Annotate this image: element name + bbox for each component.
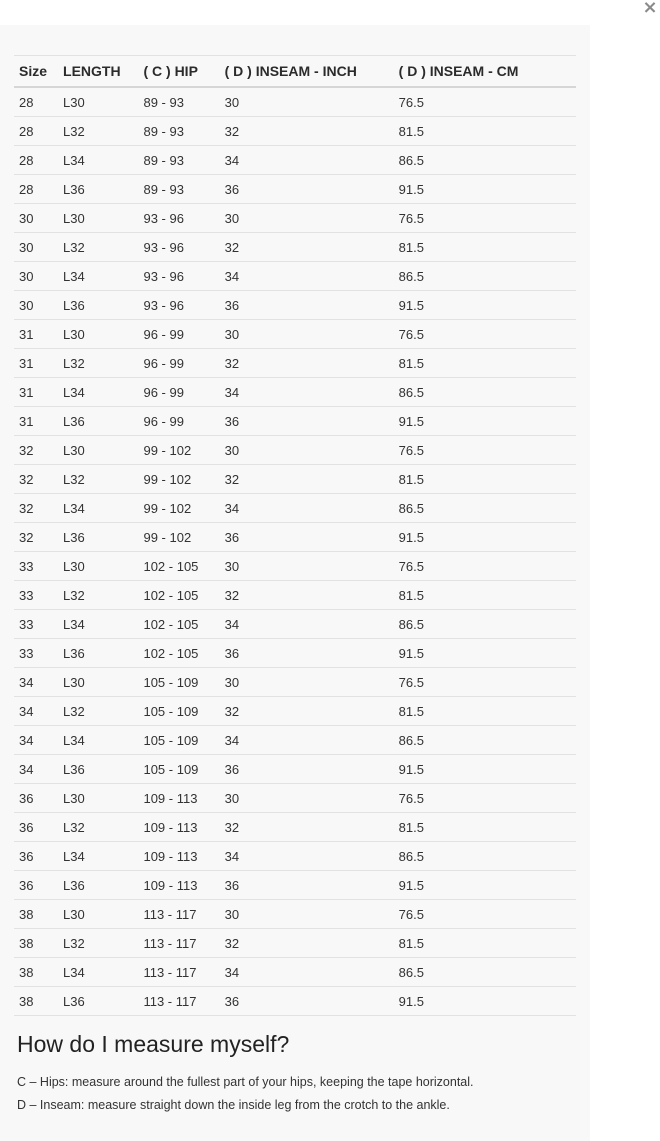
size-cell: 31	[14, 378, 58, 407]
hip-cell: 109 - 113	[138, 784, 219, 813]
inseam-inch-cell: 34	[220, 726, 394, 755]
length-cell: L34	[58, 610, 138, 639]
table-row	[14, 436, 576, 465]
hips-measure-note: C – Hips: measure around the fullest part of your hips, keeping the tape horizontal.	[17, 1075, 474, 1089]
size-cell: 36	[14, 784, 58, 813]
size-cell: 30	[14, 291, 58, 320]
hip-cell: 89 - 93	[138, 117, 219, 146]
size-cell: 34	[14, 697, 58, 726]
size-cell: 33	[14, 639, 58, 668]
inseam-cm-cell: 81.5	[394, 349, 576, 378]
hip-cell: 99 - 102	[138, 494, 219, 523]
size-cell: 28	[14, 87, 58, 117]
table-row	[14, 87, 576, 117]
length-cell: L32	[58, 349, 138, 378]
table-row	[14, 958, 576, 987]
inseam-cm-cell: 86.5	[394, 262, 576, 291]
size-cell: 31	[14, 349, 58, 378]
inseam-inch-cell: 30	[220, 552, 394, 581]
length-cell: L34	[58, 494, 138, 523]
hip-cell: 102 - 105	[138, 610, 219, 639]
hip-cell: 96 - 99	[138, 407, 219, 436]
table-row	[14, 320, 576, 349]
length-cell: L30	[58, 668, 138, 697]
length-cell: L30	[58, 436, 138, 465]
inseam-inch-cell: 36	[220, 175, 394, 204]
size-cell: 33	[14, 581, 58, 610]
hip-cell: 93 - 96	[138, 233, 219, 262]
inseam-inch-cell: 36	[220, 407, 394, 436]
size-cell: 28	[14, 117, 58, 146]
table-row	[14, 726, 576, 755]
inseam-inch-cell: 32	[220, 117, 394, 146]
hip-cell: 96 - 99	[138, 349, 219, 378]
inseam-measure-note: D – Inseam: measure straight down the inside leg from the crotch to the ankle.	[17, 1098, 450, 1112]
inseam-cm-cell: 81.5	[394, 813, 576, 842]
size-cell: 32	[14, 436, 58, 465]
inseam-inch-cell: 34	[220, 610, 394, 639]
size-cell: 34	[14, 755, 58, 784]
inseam-inch-cell: 34	[220, 262, 394, 291]
table-row	[14, 407, 576, 436]
inseam-cm-cell: 81.5	[394, 697, 576, 726]
size-cell: 31	[14, 407, 58, 436]
length-cell: L34	[58, 262, 138, 291]
inseam-inch-cell: 32	[220, 349, 394, 378]
table-row	[14, 175, 576, 204]
inseam-cm-cell: 76.5	[394, 320, 576, 349]
inseam-inch-cell: 34	[220, 378, 394, 407]
inseam-cm-cell: 86.5	[394, 726, 576, 755]
inseam-cm-cell: 76.5	[394, 87, 576, 117]
size-cell: 33	[14, 552, 58, 581]
table-row	[14, 291, 576, 320]
length-cell: L34	[58, 842, 138, 871]
inseam-inch-cell: 34	[220, 958, 394, 987]
inseam-inch-cell: 30	[220, 784, 394, 813]
inseam-inch-cell: 30	[220, 320, 394, 349]
hip-cell: 113 - 117	[138, 958, 219, 987]
size-cell: 36	[14, 813, 58, 842]
hip-cell: 102 - 105	[138, 639, 219, 668]
table-row	[14, 494, 576, 523]
inseam-inch-cell: 30	[220, 204, 394, 233]
size-cell: 30	[14, 204, 58, 233]
hip-cell: 89 - 93	[138, 146, 219, 175]
size-cell: 32	[14, 465, 58, 494]
inseam-cm-cell: 91.5	[394, 291, 576, 320]
table-row	[14, 784, 576, 813]
length-cell: L30	[58, 552, 138, 581]
length-cell: L32	[58, 117, 138, 146]
size-cell: 34	[14, 726, 58, 755]
size-cell: 28	[14, 146, 58, 175]
inseam-cm-cell: 81.5	[394, 233, 576, 262]
inseam-cm-cell: 76.5	[394, 204, 576, 233]
table-row	[14, 871, 576, 900]
inseam-cm-cell: 86.5	[394, 610, 576, 639]
size-cell: 30	[14, 262, 58, 291]
inseam-inch-cell: 32	[220, 233, 394, 262]
table-row	[14, 842, 576, 871]
hip-cell: 96 - 99	[138, 378, 219, 407]
measure-heading: How do I measure myself?	[17, 1031, 290, 1057]
size-cell: 30	[14, 233, 58, 262]
size-cell: 38	[14, 900, 58, 929]
inseam-inch-cell: 30	[220, 436, 394, 465]
length-cell: L32	[58, 697, 138, 726]
length-cell: L30	[58, 784, 138, 813]
length-cell: L36	[58, 523, 138, 552]
size-cell: 34	[14, 668, 58, 697]
length-cell: L36	[58, 871, 138, 900]
inseam-inch-cell: 36	[220, 291, 394, 320]
size-table-body	[14, 87, 576, 1016]
hip-cell: 93 - 96	[138, 291, 219, 320]
size-cell: 38	[14, 929, 58, 958]
hip-cell: 96 - 99	[138, 320, 219, 349]
hip-cell: 109 - 113	[138, 871, 219, 900]
size-cell: 31	[14, 320, 58, 349]
length-cell: L36	[58, 755, 138, 784]
table-row	[14, 552, 576, 581]
inseam-cm-cell: 91.5	[394, 407, 576, 436]
inseam-inch-cell: 30	[220, 668, 394, 697]
table-row	[14, 813, 576, 842]
table-row	[14, 349, 576, 378]
length-cell: L36	[58, 987, 138, 1016]
table-row	[14, 929, 576, 958]
hip-cell: 102 - 105	[138, 552, 219, 581]
hip-cell: 99 - 102	[138, 465, 219, 494]
inseam-inch-cell: 36	[220, 871, 394, 900]
length-cell: L36	[58, 175, 138, 204]
inseam-cm-cell: 86.5	[394, 494, 576, 523]
size-cell: 36	[14, 871, 58, 900]
hip-cell: 113 - 117	[138, 987, 219, 1016]
length-cell: L34	[58, 146, 138, 175]
inseam-inch-cell: 36	[220, 523, 394, 552]
inseam-inch-cell: 32	[220, 813, 394, 842]
inseam-inch-cell: 30	[220, 900, 394, 929]
table-row	[14, 233, 576, 262]
inseam-cm-cell: 91.5	[394, 639, 576, 668]
inseam-inch-cell: 34	[220, 146, 394, 175]
inseam-cm-cell: 86.5	[394, 146, 576, 175]
length-cell: L36	[58, 291, 138, 320]
size-table	[14, 55, 576, 1016]
inseam-inch-cell: 34	[220, 842, 394, 871]
table-row	[14, 523, 576, 552]
table-row	[14, 146, 576, 175]
length-cell: L32	[58, 465, 138, 494]
header-size: Size	[14, 56, 58, 88]
inseam-cm-cell: 86.5	[394, 842, 576, 871]
inseam-cm-cell: 91.5	[394, 175, 576, 204]
length-cell: L36	[58, 407, 138, 436]
hip-cell: 109 - 113	[138, 813, 219, 842]
size-guide-panel	[0, 25, 590, 1141]
hip-cell: 113 - 117	[138, 929, 219, 958]
inseam-cm-cell: 76.5	[394, 436, 576, 465]
size-cell: 38	[14, 958, 58, 987]
table-row	[14, 610, 576, 639]
size-cell: 28	[14, 175, 58, 204]
inseam-cm-cell: 91.5	[394, 755, 576, 784]
length-cell: L32	[58, 929, 138, 958]
inseam-cm-cell: 76.5	[394, 668, 576, 697]
length-cell: L34	[58, 726, 138, 755]
inseam-inch-cell: 30	[220, 87, 394, 117]
inseam-inch-cell: 36	[220, 987, 394, 1016]
size-cell: 36	[14, 842, 58, 871]
length-cell: L30	[58, 204, 138, 233]
hip-cell: 105 - 109	[138, 755, 219, 784]
table-row	[14, 117, 576, 146]
hip-cell: 99 - 102	[138, 523, 219, 552]
inseam-inch-cell: 32	[220, 465, 394, 494]
hip-cell: 105 - 109	[138, 668, 219, 697]
size-cell: 32	[14, 523, 58, 552]
hip-cell: 99 - 102	[138, 436, 219, 465]
inseam-cm-cell: 86.5	[394, 958, 576, 987]
hip-cell: 105 - 109	[138, 726, 219, 755]
inseam-cm-cell: 81.5	[394, 465, 576, 494]
hip-cell: 113 - 117	[138, 900, 219, 929]
length-cell: L30	[58, 900, 138, 929]
table-row	[14, 668, 576, 697]
hip-cell: 89 - 93	[138, 175, 219, 204]
hip-cell: 89 - 93	[138, 87, 219, 117]
table-row	[14, 581, 576, 610]
length-cell: L30	[58, 87, 138, 117]
inseam-cm-cell: 91.5	[394, 987, 576, 1016]
hip-cell: 93 - 96	[138, 262, 219, 291]
header-hip: ( C ) HIP	[138, 56, 219, 88]
inseam-cm-cell: 91.5	[394, 871, 576, 900]
hip-cell: 93 - 96	[138, 204, 219, 233]
length-cell: L34	[58, 378, 138, 407]
length-cell: L36	[58, 639, 138, 668]
inseam-cm-cell: 76.5	[394, 900, 576, 929]
inseam-inch-cell: 36	[220, 639, 394, 668]
inseam-inch-cell: 34	[220, 494, 394, 523]
table-row	[14, 378, 576, 407]
hip-cell: 109 - 113	[138, 842, 219, 871]
table-row	[14, 900, 576, 929]
table-row	[14, 755, 576, 784]
inseam-inch-cell: 32	[220, 929, 394, 958]
length-cell: L32	[58, 233, 138, 262]
inseam-cm-cell: 81.5	[394, 117, 576, 146]
inseam-cm-cell: 81.5	[394, 929, 576, 958]
hip-cell: 105 - 109	[138, 697, 219, 726]
inseam-cm-cell: 86.5	[394, 378, 576, 407]
header-length: LENGTH	[58, 56, 138, 88]
inseam-inch-cell: 36	[220, 755, 394, 784]
inseam-inch-cell: 32	[220, 697, 394, 726]
inseam-cm-cell: 76.5	[394, 784, 576, 813]
table-header-row	[14, 56, 576, 88]
length-cell: L30	[58, 320, 138, 349]
size-cell: 38	[14, 987, 58, 1016]
table-row	[14, 204, 576, 233]
length-cell: L34	[58, 958, 138, 987]
length-cell: L32	[58, 581, 138, 610]
close-icon[interactable]: ×	[642, 0, 658, 18]
table-row	[14, 465, 576, 494]
hip-cell: 102 - 105	[138, 581, 219, 610]
table-row	[14, 639, 576, 668]
table-row	[14, 697, 576, 726]
length-cell: L32	[58, 813, 138, 842]
table-row	[14, 262, 576, 291]
inseam-cm-cell: 91.5	[394, 523, 576, 552]
size-cell: 32	[14, 494, 58, 523]
inseam-cm-cell: 81.5	[394, 581, 576, 610]
size-cell: 33	[14, 610, 58, 639]
header-inseam-cm: ( D ) INSEAM - CM	[394, 56, 576, 88]
table-row	[14, 987, 576, 1016]
header-inseam-inch: ( D ) INSEAM - INCH	[220, 56, 394, 88]
inseam-inch-cell: 32	[220, 581, 394, 610]
inseam-cm-cell: 76.5	[394, 552, 576, 581]
